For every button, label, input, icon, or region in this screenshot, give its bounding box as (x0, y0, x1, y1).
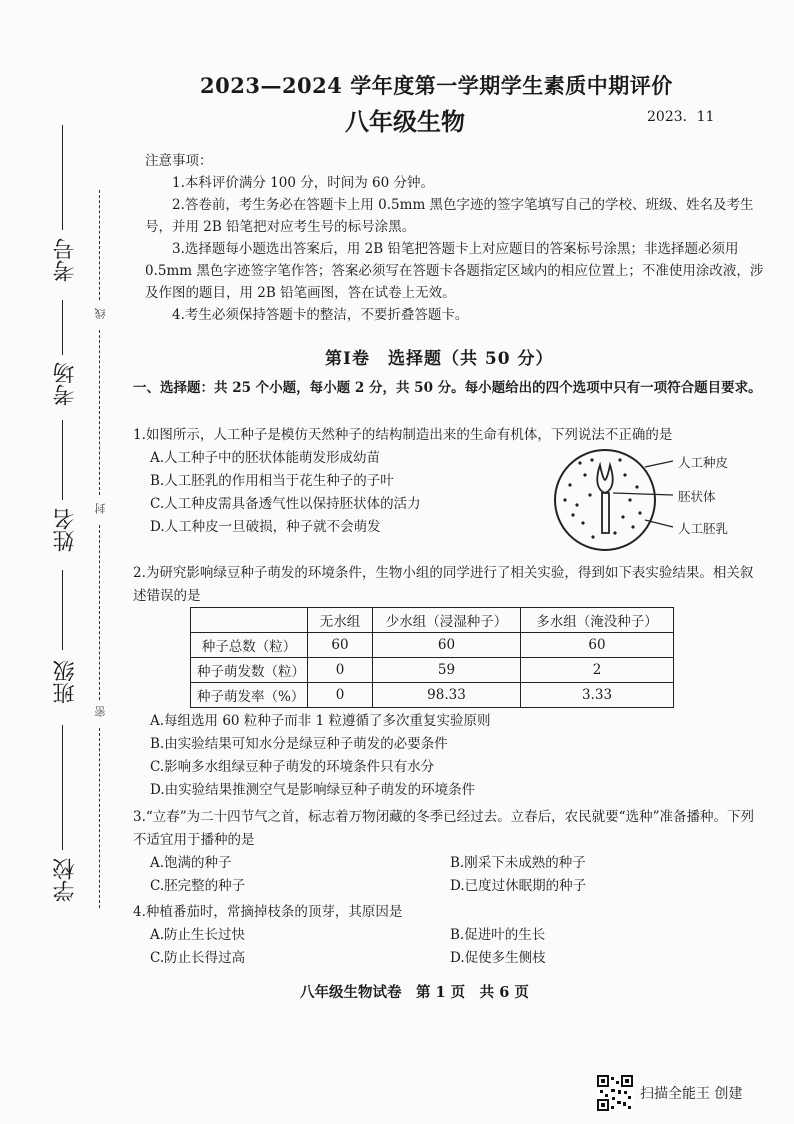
binding-line-exam-no (62, 125, 63, 230)
table-header-row (191, 608, 674, 633)
binding-line-class (62, 570, 63, 650)
notes-section (145, 150, 765, 326)
question-4-options-row-2 (133, 947, 763, 970)
question-3-option-d: D.已度过休眠期的种子 (450, 878, 587, 894)
question-4-option-d: D.促使多生侧枝 (450, 950, 546, 966)
binding-label-class: 班级 (53, 660, 78, 704)
seal-dash-3 (99, 525, 100, 700)
table-cell: 0 (308, 658, 373, 683)
notes-item: 2.答卷前，考生务必在答题卡上用 0.5mm 黑色字迹的签字笔填写自己的学校、班级、姓名及考生号，并用 2B 铅笔把对应考生号的标号涂黑。 (145, 197, 754, 235)
exam-date: 2023．11 (647, 109, 715, 125)
table-cell: 种子萌发率（%） (191, 683, 308, 708)
table-cell: 3.33 (521, 683, 674, 708)
figure-label-endosperm: 人工胚乳 (678, 521, 729, 536)
notes-item: 4.考生必须保持答题卡的整洁，不要折叠答题卡。 (172, 307, 469, 323)
question-4-option-a: A.防止生长过快 (150, 927, 246, 943)
question-3-option-b: B.刚采下未成熟的种子 (450, 855, 586, 871)
seal-label-seal: 封 (94, 503, 107, 514)
figure-label-embryoid: 胚状体 (678, 489, 716, 504)
table-cell: 60 (373, 633, 521, 658)
section-title: 第Ⅰ卷 选择题（共 50 分） (325, 349, 554, 369)
question-2-stem: 2.为研究影响绿豆种子萌发的环境条件，生物小组的同学进行了相关实验，得到如下表实验结果。相关叙述错误的是 (133, 565, 754, 604)
seal-dash-4 (99, 728, 100, 908)
binding-label-room: 考场 (53, 362, 78, 406)
table-cell: 种子总数（粒） (191, 633, 308, 658)
page-footer: 八年级生物试卷 第 1 页 共 6 页 (300, 984, 529, 1001)
binding-label-school: 学校 (53, 858, 78, 902)
exam-subtitle: 八年级生物 (345, 107, 465, 136)
artificial-seed-diagram (545, 445, 780, 555)
question-2-options (133, 710, 763, 802)
binding-line-name (62, 420, 63, 500)
question-3-stem: 3.“立春”为二十四节气之首，标志着万物闭藏的冬季已经过去。立春后，农民就要“选种”准备播种。下列不适宜用于播种的是 (133, 809, 754, 848)
notes-heading: 注意事项： (145, 153, 213, 169)
table-row (191, 683, 674, 708)
table-cell: 0 (308, 683, 373, 708)
table-row (191, 633, 674, 658)
table-cell: 60 (308, 633, 373, 658)
question-4-option-b: B.促进叶的生长 (450, 927, 546, 943)
seal-label-secret: 密 (94, 706, 107, 717)
table-header-cell (191, 608, 308, 633)
question-1-option-a: A.人工种子中的胚状体能萌发形成幼苗 (150, 450, 381, 466)
question-2-option-c: C.影响多水组绿豆种子萌发的环境条件只有水分 (150, 759, 435, 775)
question-3-option-a: A.饱满的种子 (150, 855, 232, 871)
question-3 (133, 806, 763, 898)
binding-label-exam-no: 考号 (53, 238, 78, 282)
question-1-stem: 1.如图所示，人工种子是模仿天然种子的结构制造出来的生命有机体，下列说法不正确的是 (133, 427, 673, 443)
seal-dash-1 (99, 190, 100, 300)
table-header-cell: 无水组 (308, 608, 373, 633)
leader-line-coat (645, 461, 673, 467)
table-cell: 60 (521, 633, 674, 658)
notes-item: 3.选择题每小题选出答案后，用 2B 铅笔把答题卡上对应题目的答案标号涂黑；非选择题必须用 0.5mm 黑色字迹签字笔作答；答案必须写在答题卡各题指定区域内的相应位置上；不准使用涂改液，涉及作图的题目，用 2B 铅笔画图，答在试卷上无效。 (145, 241, 764, 301)
table-header-cell: 少水组（浸湿种子） (373, 608, 521, 633)
table-header-cell: 多水组（淹没种子） (521, 608, 674, 633)
table-cell: 98.33 (373, 683, 521, 708)
leader-line-embryoid (613, 493, 673, 495)
notes-item: 1.本科评价满分 100 分，时间为 60 分钟。 (172, 175, 434, 191)
seal-label-line: 线 (94, 308, 107, 319)
question-4 (133, 901, 763, 970)
scanner-watermark: 扫描全能王 创建 (640, 1086, 743, 1102)
question-2-option-a: A.每组选用 60 粒种子而非 1 粒遵循了多次重复实验原则 (150, 713, 491, 729)
question-3-option-c: C.胚完整的种子 (150, 878, 246, 894)
embryoid-shape (597, 465, 612, 533)
question-2 (133, 562, 763, 608)
binding-line-room (62, 300, 63, 355)
question-1-option-d: D.人工种皮一旦破损，种子就不会萌发 (150, 519, 381, 535)
experiment-table (190, 607, 674, 708)
qr-code-icon (597, 1075, 633, 1111)
section-intro (133, 377, 763, 400)
question-3-options-row-2 (133, 875, 763, 898)
table-cell: 59 (373, 658, 521, 683)
question-3-options-row-1 (133, 852, 763, 875)
exam-title: 2023—2024 学年度第一学期学生素质中期评价 (200, 73, 673, 98)
section-intro-text: 一、选择题：共 25 个小题，每小题 2 分，共 50 分。每小题给出的四个选项中只有一项符合题目要求。 (133, 380, 762, 396)
question-4-stem: 4.种植番茄时，常摘掉枝条的顶芽，其原因是 (133, 904, 403, 920)
figure-label-coat: 人工种皮 (678, 455, 729, 470)
table-cell: 2 (521, 658, 674, 683)
question-2-option-d: D.由实验结果推测空气是影响绿豆种子萌发的环境条件 (150, 782, 476, 798)
question-2-option-b: B.由实验结果可知水分是绿豆种子萌发的必要条件 (150, 736, 448, 752)
table-row (191, 658, 674, 683)
seal-dash-2 (99, 330, 100, 495)
table-cell: 种子萌发数（粒） (191, 658, 308, 683)
question-4-option-c: C.防止长得过高 (150, 950, 246, 966)
binding-label-name: 姓名 (53, 508, 78, 552)
binding-line-school (62, 725, 63, 850)
question-4-options-row-1 (133, 924, 763, 947)
question-1-option-c: C.人工种皮需具备透气性以保持胚状体的活力 (150, 496, 421, 512)
seed-coat-circle (555, 450, 655, 550)
question-1-option-b: B.人工胚乳的作用相当于花生种子的子叶 (150, 473, 394, 489)
